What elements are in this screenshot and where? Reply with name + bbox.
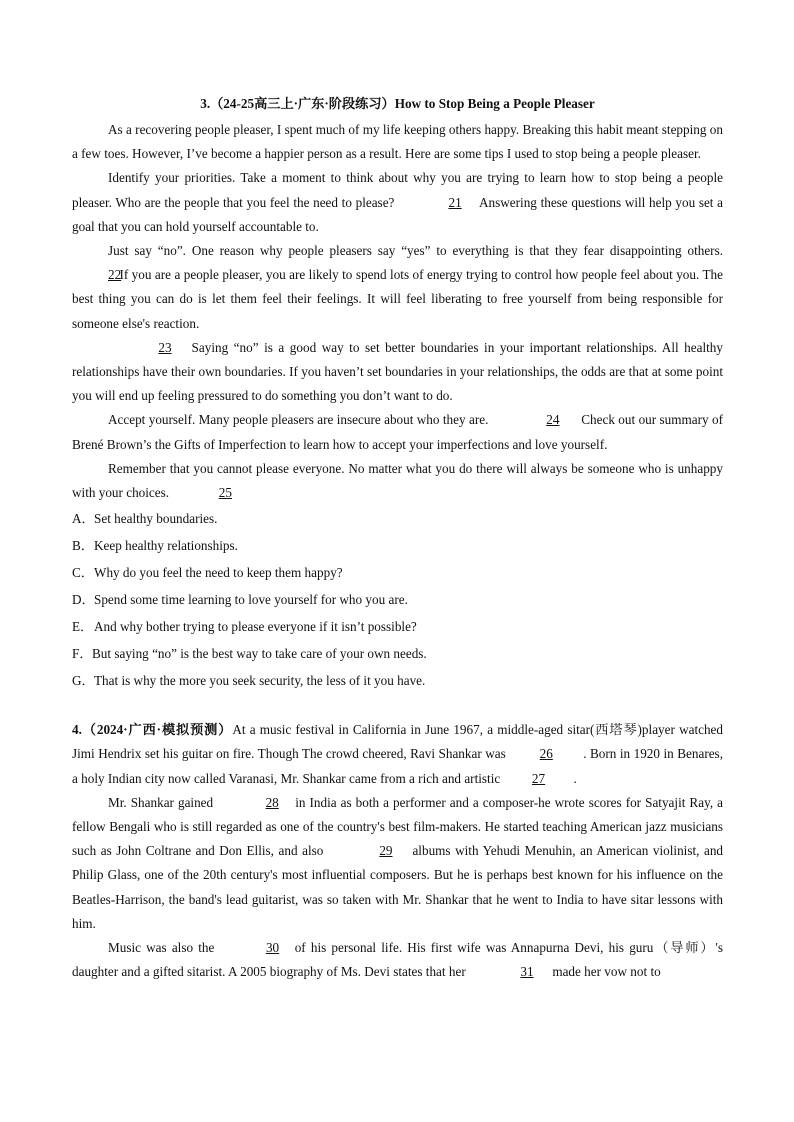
q3-options	[72, 505, 723, 694]
blank-29: 29	[379, 843, 393, 859]
option-e: E．And why bother trying to please everyone if it isn’t possible?	[72, 619, 417, 635]
blank-21: 21	[448, 194, 462, 210]
blank-31: 31	[520, 964, 534, 980]
blank-24: 24	[546, 412, 560, 428]
q3-paragraph-6: Remember that you cannot please everyone. No matter what you do there will always be someone who is unhappy with your choices. 25	[72, 457, 723, 505]
blank-25: 25	[218, 485, 232, 501]
question-4	[72, 718, 723, 984]
option-d: D．Spend some time learning to love yourself for who you are.	[72, 592, 408, 608]
q3-paragraph-2: Identify your priorities. Take a moment to think about why you are trying to learn how to stop being a people pleaser. Who are the people that you feel the need to please? 21 Answering these questions will help you set a goal that you can hold yourself accountable to.	[72, 170, 723, 234]
blank-30: 30	[265, 940, 280, 956]
q4-paragraph-1: 4.（2024·广西·模拟预测）At a music festival in California in June 1967, a middle-aged sitar(西塔琴)player watched Jimi Hendrix set his guitar on fire. Though The crowd cheered, Ravi Shankar was 26 . Born in 1920 in Benares, a holy Indian city now called Varanasi, Mr. Shankar came from a rich and artistic 27 .	[72, 718, 723, 791]
q4-paragraph-3: Music was also the 30 of his personal life. His first wife was Annapurna Devi, his guru（导师）'s daughter and a gifted sitarist. A 2005 biography of Ms. Devi states that her 31 made her vow not to	[72, 936, 723, 984]
blank-23: 23	[158, 339, 172, 355]
q4-paragraph-2: Mr. Shankar gained 28 in India as both a performer and a composer-he wrote scores for Satyajit Ray, a fellow Bengali who is still regarded as one of the country's best film-makers. He started teaching American jazz musicians such as John Coltrane and Don Ellis, and also 29 albums with Yehudi Menuhin, an American violinist, and Philip Glass, one of the 20th century's most influential composers. But he is perhaps best known for his influence on the Beatles-Harrison, the band's lead guitarist, was so taken with Mr. Shankar that he went to India to have sitar lessons with him.	[72, 791, 723, 936]
blank-28: 28	[265, 794, 279, 810]
q3-paragraph-3: Just say “no”. One reason why people pleasers say “yes” to everything is that they fear disappointing others. 22 If you are a people pleaser, you are likely to spend lots of energy trying to control how people feel about you. The best thing you can do is let them feel their feelings. It will feel liberating to free yourself from being responsible for someone else's reaction.	[72, 243, 723, 331]
option-b: B．Keep healthy relationships.	[72, 538, 238, 554]
blank-27: 27	[531, 770, 546, 786]
q3-paragraph-4: 23 Saying “no” is a good way to set better boundaries in your important relationships. All healthy relationships have their own boundaries. If you haven’t set boundaries in your relationships, the odds are that at some point you will end up feeling pressured to do something you don’t want to do.	[72, 336, 723, 409]
document-page	[72, 94, 723, 984]
question-3-title: 3.（24-25高三上·广东·阶段练习）How to Stop Being a People Pleaser	[200, 96, 595, 111]
blank-22: 22	[108, 267, 122, 283]
question-4-source: 4.（2024·广西·模拟预测）	[72, 722, 233, 738]
option-c: C．Why do you feel the need to keep them happy?	[72, 565, 343, 581]
q3-paragraph-5: Accept yourself. Many people pleasers are insecure about who they are. 24 Check out our summary of Brené Brown’s the Gifts of Imperfection to learn how to accept your imperfections and love yourself.	[72, 408, 723, 456]
option-a: A．Set healthy boundaries.	[72, 511, 218, 527]
option-g: G．That is why the more you seek security, the less of it you have.	[72, 673, 426, 689]
q3-paragraph-1: As a recovering people pleaser, I spent much of my life keeping others happy. Breaking this habit meant stepping on a few toes. However, I’ve become a happier person as a result. Here are some tips I used to stop being a people pleaser.	[72, 122, 723, 162]
option-f: F．But saying “no” is the best way to take care of your own needs.	[72, 646, 427, 662]
blank-26: 26	[539, 746, 553, 762]
